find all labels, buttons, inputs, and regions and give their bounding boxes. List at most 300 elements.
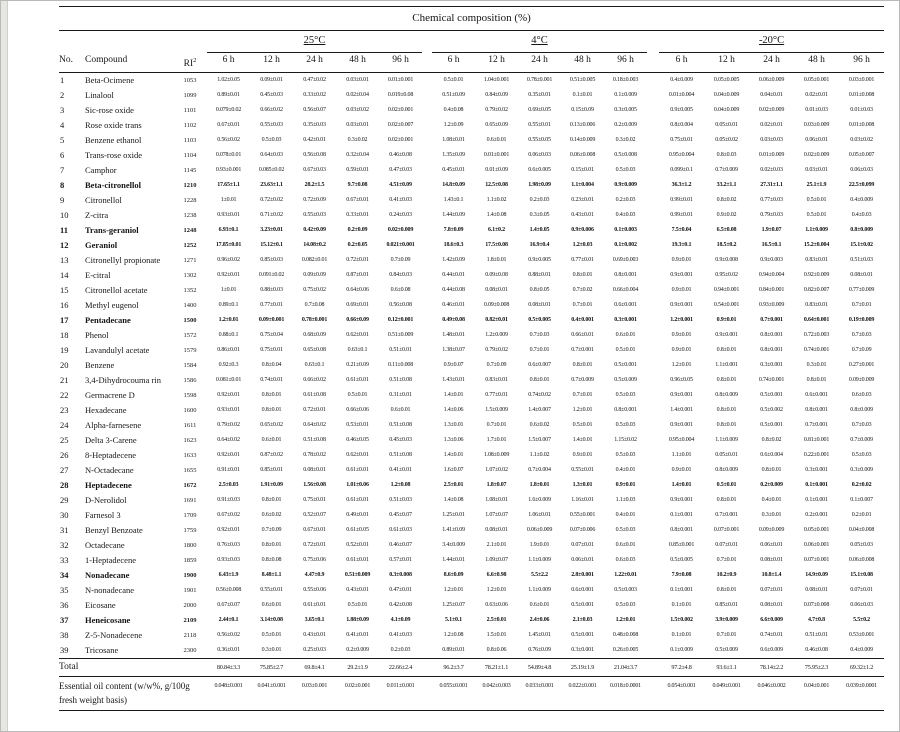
- value-cell: 5.1±0.1: [445, 616, 462, 623]
- value-cell: 0.51±0.08: [389, 421, 412, 428]
- value-gap-spacer: [422, 658, 432, 676]
- value-gap-spacer: [647, 418, 659, 433]
- value-cell: 0.42±0.01: [303, 136, 326, 143]
- page-left-edge: [0, 0, 8, 732]
- value-gap-spacer: [422, 463, 432, 478]
- value-cell: 1.1±0.01: [671, 451, 692, 458]
- value-cell: 22.66±2.4: [379, 658, 422, 676]
- table-row: [59, 283, 884, 298]
- value-cell: 1±0.01: [220, 196, 237, 203]
- value-cell: 0.4±0.08: [443, 106, 464, 113]
- temperature-group-label: -20°C: [758, 35, 785, 46]
- value-cell: 0.018±0.0001: [604, 676, 647, 710]
- value-cell: 0.64±0.001: [803, 316, 830, 323]
- value-cell: 0.33±0.02: [303, 91, 326, 98]
- value-cell: 0.18±0.003: [612, 76, 639, 83]
- value-cell: 0.5±0.005: [670, 556, 693, 563]
- value-cell: 0.1±0.01: [671, 601, 692, 608]
- value-cell: 0.8±0.01: [572, 271, 593, 278]
- value-cell: 0.74±0.001: [758, 376, 785, 383]
- value-cell: 0.9±0.001: [670, 271, 693, 278]
- value-cell: 0.82±0.007: [803, 286, 830, 293]
- row-number: 22: [60, 389, 69, 400]
- value-cell: 0.5±0.01: [443, 76, 464, 83]
- value-cell: 1.8±0.01: [486, 256, 507, 263]
- value-cell: 0.5±0.01: [806, 196, 827, 203]
- col-header-time-24h: 24 h: [293, 53, 336, 73]
- value-cell: 0.74±0.001: [803, 346, 830, 353]
- compound-name: Trans-rose oxide: [85, 149, 143, 160]
- value-cell: 0.01±0.001: [483, 151, 510, 158]
- value-cell: 15.1±0.08: [850, 571, 873, 578]
- value-cell: 0.45±0.01: [442, 166, 465, 173]
- value-cell: 0.5±0.009: [614, 376, 637, 383]
- value-cell: 0.12±0.001: [387, 316, 414, 323]
- value-cell: 0.9±0.003: [760, 256, 783, 263]
- value-cell: 0.44±0.08: [442, 286, 465, 293]
- value-cell: 0.8±0.009: [850, 226, 873, 233]
- value-cell: 0.88±0.03: [260, 286, 283, 293]
- value-cell: 0.64±0.06: [346, 286, 369, 293]
- value-gap-spacer: [422, 103, 432, 118]
- value-cell: 1.06±0.01: [528, 511, 551, 518]
- value-cell: 1.1±0.02: [529, 451, 550, 458]
- retention-index: 2118: [183, 631, 197, 639]
- row-number: 37: [60, 614, 69, 625]
- value-cell: 0.042±0.003: [475, 676, 518, 710]
- value-cell: 0.4±0.01: [761, 496, 782, 503]
- value-cell: 0.9±0.006: [571, 226, 594, 233]
- value-cell: 1.5±0.01: [486, 631, 507, 638]
- row-number: 7: [60, 164, 65, 175]
- value-cell: 0.64±0.02: [217, 436, 240, 443]
- value-cell: 1.4±0.01: [443, 451, 464, 458]
- table-row: [59, 208, 884, 223]
- value-cell: 1.16±0.01: [571, 496, 594, 503]
- compound-name: N-Octadecane: [85, 464, 134, 475]
- value-cell: 0.41±0.03: [389, 631, 412, 638]
- value-cell: 14.8±0.09: [442, 181, 465, 188]
- value-gap-spacer: [647, 103, 659, 118]
- value-cell: 3.14±0.08: [260, 616, 283, 623]
- value-cell: 0.47±0.01: [389, 586, 412, 593]
- value-cell: 0.7±0.08: [304, 301, 325, 308]
- value-gap-spacer: [422, 388, 432, 403]
- value-cell: 0.76±0.03: [217, 541, 240, 548]
- value-cell: 0.69±0.003: [612, 256, 639, 263]
- value-cell: 0.85±0.01: [260, 466, 283, 473]
- value-cell: 0.04±0.008: [848, 526, 875, 533]
- value-cell: 0.07±0.01: [571, 541, 594, 548]
- value-cell: 0.2±0.009: [760, 481, 783, 488]
- value-cell: 0.96±0.05: [670, 376, 693, 383]
- col-header-time-6h: 6 h: [659, 53, 704, 73]
- value-cell: 0.091±0.02: [258, 271, 285, 278]
- value-cell: 0.8±0.01: [261, 391, 282, 398]
- value-cell: 0.3±0.01: [261, 646, 282, 653]
- table-row: [59, 253, 884, 268]
- value-cell: 0.7±0.004: [528, 466, 551, 473]
- value-cell: 0.4±0.01: [615, 466, 636, 473]
- value-gap-spacer: [422, 676, 432, 710]
- retention-index: 1572: [183, 331, 197, 339]
- value-cell: 0.011±0.001: [379, 676, 422, 710]
- row-number: 25: [60, 434, 69, 445]
- value-cell: 0.45±0.03: [260, 91, 283, 98]
- value-cell: 0.9±0.001: [670, 301, 693, 308]
- table-row: [59, 373, 884, 388]
- value-cell: 1.43±0.01: [442, 376, 465, 383]
- value-cell: 0.51±0.03: [389, 496, 412, 503]
- value-cell: 0.8±0.001: [614, 406, 637, 413]
- value-cell: 0.3±0.05: [529, 211, 550, 218]
- table-row: [59, 448, 884, 463]
- row-number: 29: [60, 494, 69, 505]
- value-cell: 0.96±0.02: [217, 256, 240, 263]
- value-cell: 0.56±0.08: [303, 151, 326, 158]
- compound-name: Beta-citronellol: [85, 179, 142, 190]
- value-cell: 0.7±0.01: [716, 556, 737, 563]
- value-cell: 0.7±0.09: [390, 256, 411, 263]
- compound-name: Camphor: [85, 164, 117, 175]
- value-cell: 0.35±0.01: [528, 91, 551, 98]
- retention-index: 1145: [183, 166, 197, 174]
- value-cell: 0.019±0.08: [387, 91, 414, 98]
- value-cell: 0.71±0.02: [260, 211, 283, 218]
- retention-index: 1859: [183, 556, 197, 564]
- value-cell: 1.3±0.01: [443, 421, 464, 428]
- value-cell: 0.41±0.01: [346, 631, 369, 638]
- value-cell: 0.86±0.01: [217, 346, 240, 353]
- value-cell: 0.2±0.03: [390, 646, 411, 653]
- value-cell: 8.48±1.1: [261, 571, 282, 578]
- value-cell: 0.05±0.01: [715, 121, 738, 128]
- value-cell: 0.77±0.01: [260, 301, 283, 308]
- value-cell: 0.92±0.01: [217, 451, 240, 458]
- value-cell: 1.2±0.01: [572, 406, 593, 413]
- value-cell: 0.49±0.01: [346, 511, 369, 518]
- value-cell: 0.46±0.05: [346, 436, 369, 443]
- value-cell: 0.6±0.009: [760, 646, 783, 653]
- value-cell: 0.054±0.001: [659, 676, 704, 710]
- value-cell: 0.3±0.001: [571, 646, 594, 653]
- value-cell: 0.022±0.001: [561, 676, 604, 710]
- value-cell: 0.1±0.009: [614, 91, 637, 98]
- table-row: [59, 313, 884, 328]
- table-body: [59, 72, 884, 710]
- value-cell: 0.05±0.007: [848, 151, 875, 158]
- value-cell: 0.046±0.002: [749, 676, 794, 710]
- value-cell: 0.75±0.06: [303, 556, 326, 563]
- value-cell: 1.4±0.01: [671, 481, 692, 488]
- value-cell: 5.5±2.2: [531, 571, 548, 578]
- value-cell: 0.72±0.01: [303, 541, 326, 548]
- row-number: 9: [60, 194, 65, 205]
- value-gap-spacer: [647, 328, 659, 343]
- value-cell: 1.7±0.01: [486, 436, 507, 443]
- value-cell: 1.9±0.07: [761, 226, 782, 233]
- value-cell: 0.41±0.01: [389, 466, 412, 473]
- value-cell: 0.049±0.001: [704, 676, 749, 710]
- table-row: [59, 328, 884, 343]
- row-number: 15: [60, 284, 69, 295]
- retention-index: 1586: [183, 376, 197, 384]
- row-number: 34: [60, 569, 69, 580]
- value-cell: 1.2±0.009: [485, 331, 508, 338]
- value-cell: 0.081±0.01: [215, 376, 242, 383]
- value-cell: 0.1±0.001: [805, 496, 828, 503]
- value-cell: 0.7±0.09: [261, 526, 282, 533]
- value-cell: 0.43±0.01: [346, 586, 369, 593]
- compound-name: Citronellyl propionate: [85, 254, 161, 265]
- value-cell: 0.7±0.001: [760, 316, 783, 323]
- value-cell: 0.5±0.001: [571, 601, 594, 608]
- value-cell: 0.47±0.02: [303, 76, 326, 83]
- value-cell: 2.1±0.03: [572, 616, 593, 623]
- value-cell: 0.41±0.03: [389, 196, 412, 203]
- value-gap-spacer: [422, 193, 432, 208]
- table-row: [59, 388, 884, 403]
- value-cell: 0.02±0.009: [803, 151, 830, 158]
- value-cell: 0.01±0.004: [668, 91, 695, 98]
- value-cell: 0.1±0.01: [671, 631, 692, 638]
- value-cell: 0.05±0.005: [713, 76, 740, 83]
- value-cell: 1.08±0.01: [442, 136, 465, 143]
- col-header-time-12h: 12 h: [250, 53, 293, 73]
- value-gap-spacer: [647, 283, 659, 298]
- value-cell: 0.15±0.01: [571, 166, 594, 173]
- value-cell: 0.7±0.02: [572, 286, 593, 293]
- value-cell: 0.6±0.03: [615, 556, 636, 563]
- value-cell: 0.7±0.001: [715, 511, 738, 518]
- value-cell: 0.21±0.09: [346, 361, 369, 368]
- value-cell: 0.7±0.03: [851, 331, 872, 338]
- value-cell: 0.1±0.009: [670, 646, 693, 653]
- value-cell: 0.89±0.01: [217, 91, 240, 98]
- value-cell: 15.2±0.004: [803, 241, 830, 248]
- col-header-compound: Compound: [85, 53, 173, 73]
- value-cell: 1.25±0.01: [442, 511, 465, 518]
- value-gap-spacer: [422, 583, 432, 598]
- value-cell: 0.09±0.001: [258, 316, 285, 323]
- value-cell: 1.2±0.03: [572, 241, 593, 248]
- value-cell: 0.25±0.03: [303, 646, 326, 653]
- retention-index: 1099: [183, 91, 197, 99]
- value-cell: 0.5±0.01: [572, 421, 593, 428]
- value-cell: 0.9±0.01: [671, 331, 692, 338]
- value-cell: 0.5±0.008: [614, 151, 637, 158]
- value-cell: 0.46±0.08: [805, 646, 828, 653]
- value-cell: 0.9±0.01: [716, 316, 737, 323]
- value-cell: 1.22±0.01: [614, 571, 637, 578]
- value-cell: 17.85±0.01: [215, 241, 242, 248]
- value-cell: 0.085±0.02: [258, 166, 285, 173]
- row-number: 11: [60, 224, 69, 235]
- value-cell: 0.6±0.007: [528, 361, 551, 368]
- value-cell: 0.2±0.05: [347, 241, 368, 248]
- compound-name: Delta 3-Carene: [85, 434, 137, 445]
- value-cell: 2.1±0.01: [486, 541, 507, 548]
- value-gap-spacer: [647, 448, 659, 463]
- value-cell: 0.04±0.001: [794, 676, 839, 710]
- value-cell: 0.9±0.001: [670, 496, 693, 503]
- value-gap-spacer: [647, 643, 659, 659]
- col-header-no: No.: [59, 53, 85, 73]
- value-cell: 0.2±0.09: [347, 226, 368, 233]
- compound-name: Farnesol 3: [85, 509, 121, 520]
- value-cell: 0.8±0.001: [670, 526, 693, 533]
- value-cell: 0.5±0.002: [760, 406, 783, 413]
- value-cell: 1.1±0.009: [805, 226, 828, 233]
- value-cell: 0.2±0.01: [851, 511, 872, 518]
- row-number: 6: [60, 149, 65, 160]
- value-cell: 1.98±0.09: [528, 181, 551, 188]
- value-cell: 3.9±0.009: [715, 616, 738, 623]
- value-cell: 0.5±0.01: [615, 346, 636, 353]
- value-cell: 0.2±0.001: [805, 511, 828, 518]
- value-gap-spacer: [647, 658, 659, 676]
- value-cell: 0.9±0.01: [615, 481, 636, 488]
- compound-name: 1-Heptadecene: [85, 554, 136, 565]
- value-cell: 0.62±0.01: [346, 331, 369, 338]
- value-cell: 0.5±0.009: [715, 646, 738, 653]
- value-cell: 1.38±0.07: [442, 346, 465, 353]
- value-gap-spacer: [647, 343, 659, 358]
- value-cell: 0.05±0.001: [803, 526, 830, 533]
- value-cell: 0.74±0.01: [760, 631, 783, 638]
- value-cell: 0.3±0.001: [760, 361, 783, 368]
- value-cell: 0.8±0.01: [716, 406, 737, 413]
- table-row: [59, 508, 884, 523]
- value-cell: 1.5±0.002: [670, 616, 693, 623]
- value-cell: 0.6±0.01: [615, 541, 636, 548]
- row-number: 5: [60, 134, 65, 145]
- value-cell: 0.48±0.008: [612, 631, 639, 638]
- value-cell: 0.93±0.01: [217, 211, 240, 218]
- value-cell: 1.4±0.007: [528, 406, 551, 413]
- retention-index: 1600: [183, 406, 197, 414]
- value-cell: 17.5±0.08: [485, 241, 508, 248]
- value-cell: 0.9±0.01: [671, 466, 692, 473]
- compound-name: Linalool: [85, 89, 114, 100]
- value-cell: 15.1±0.02: [850, 241, 873, 248]
- value-gap-spacer: [647, 463, 659, 478]
- table-row: [59, 178, 884, 193]
- value-cell: 23.63±1.1: [260, 181, 283, 188]
- value-cell: 0.8±0.01: [261, 541, 282, 548]
- value-gap-spacer: [422, 643, 432, 659]
- value-cell: 0.1±0.001: [670, 586, 693, 593]
- value-cell: 0.42±0.08: [389, 601, 412, 608]
- retention-index: 1623: [183, 436, 197, 444]
- value-cell: 0.88±0.1: [218, 331, 239, 338]
- value-gap-spacer: [647, 223, 659, 238]
- value-cell: 0.65±0.02: [260, 421, 283, 428]
- value-cell: 6.43±1.9: [218, 571, 239, 578]
- value-cell: 96.2±3.7: [432, 658, 475, 676]
- value-cell: 0.7±0.01: [716, 631, 737, 638]
- value-gap-spacer: [647, 253, 659, 268]
- value-cell: 0.5±0.001: [614, 361, 637, 368]
- value-cell: 0.15±0.09: [571, 106, 594, 113]
- value-gap-spacer: [422, 343, 432, 358]
- compound-name: D-Nerolidol: [85, 494, 127, 505]
- value-cell: 1.1±0.009: [715, 436, 738, 443]
- value-cell: 1.2±0.01: [486, 586, 507, 593]
- compound-name: Rose oxide trans: [85, 119, 142, 130]
- document-sheet: [59, 6, 885, 711]
- value-cell: 0.5±0.001: [760, 421, 783, 428]
- value-cell: 0.81±0.001: [803, 436, 830, 443]
- essential-oil-row: [59, 676, 884, 710]
- value-cell: 0.5±0.001: [571, 631, 594, 638]
- value-cell: 0.6±0.01: [261, 601, 282, 608]
- value-cell: 0.92±0.3: [218, 361, 239, 368]
- value-cell: 0.83±0.01: [805, 301, 828, 308]
- value-gap-spacer: [647, 478, 659, 493]
- value-cell: 0.02±0.001: [387, 106, 414, 113]
- value-cell: 25.19±1.9: [561, 658, 604, 676]
- value-cell: 0.01±0.001: [387, 76, 414, 83]
- value-gap-spacer: [422, 328, 432, 343]
- value-cell: 0.72±0.01: [346, 256, 369, 263]
- temperature-group-label: 25°C: [303, 35, 326, 46]
- value-cell: 0.05±0.01: [715, 451, 738, 458]
- value-cell: 0.95±0.02: [715, 271, 738, 278]
- value-cell: 1.4±0.001: [670, 406, 693, 413]
- value-cell: 0.56±0.008: [215, 586, 242, 593]
- table-row: [59, 493, 884, 508]
- value-cell: 0.74±0.01: [260, 376, 283, 383]
- value-gap-spacer: [422, 88, 432, 103]
- value-cell: 1.2±0.01: [443, 586, 464, 593]
- value-cell: 0.61±0.01: [303, 601, 326, 608]
- value-cell: 0.1±0.002: [614, 241, 637, 248]
- value-cell: 0.43±0.01: [571, 211, 594, 218]
- value-cell: 1.48±0.01: [442, 331, 465, 338]
- value-cell: 0.2±0.009: [346, 646, 369, 653]
- table-title-row: [59, 7, 884, 31]
- value-cell: 0.75±0.01: [303, 496, 326, 503]
- value-cell: 0.5±0.003: [614, 586, 637, 593]
- value-cell: 0.92±0.01: [217, 391, 240, 398]
- value-cell: 0.24±0.03: [389, 211, 412, 218]
- value-cell: 0.7±0.01: [572, 301, 593, 308]
- value-cell: 0.8±0.08: [261, 556, 282, 563]
- value-cell: 0.8±0.001: [760, 346, 783, 353]
- table-row: [59, 118, 884, 133]
- col-header-time-12h: 12 h: [475, 53, 518, 73]
- value-cell: 0.22±0.001: [803, 451, 830, 458]
- value-cell: 0.08±0.01: [303, 466, 326, 473]
- row-number: 8: [60, 179, 65, 190]
- value-cell: 0.03±0.02: [850, 136, 873, 143]
- value-gap-spacer: [422, 253, 432, 268]
- value-cell: 0.5±0.01: [806, 211, 827, 218]
- value-cell: 0.93±0.001: [215, 166, 242, 173]
- value-cell: 0.03±0.009: [803, 121, 830, 128]
- ri-label: RI: [183, 58, 194, 69]
- value-gap-spacer: [422, 478, 432, 493]
- value-cell: 4.1±0.09: [390, 616, 411, 623]
- essential-oil-label: Essential oil content (w/w%, g/100g fresh weight basis): [59, 676, 207, 710]
- value-cell: 0.75±0.04: [260, 331, 283, 338]
- value-cell: 1.25±0.07: [442, 601, 465, 608]
- value-gap-spacer: [647, 118, 659, 133]
- table-row: [59, 358, 884, 373]
- value-cell: 0.75±0.01: [260, 346, 283, 353]
- value-cell: 0.7±0.03: [851, 421, 872, 428]
